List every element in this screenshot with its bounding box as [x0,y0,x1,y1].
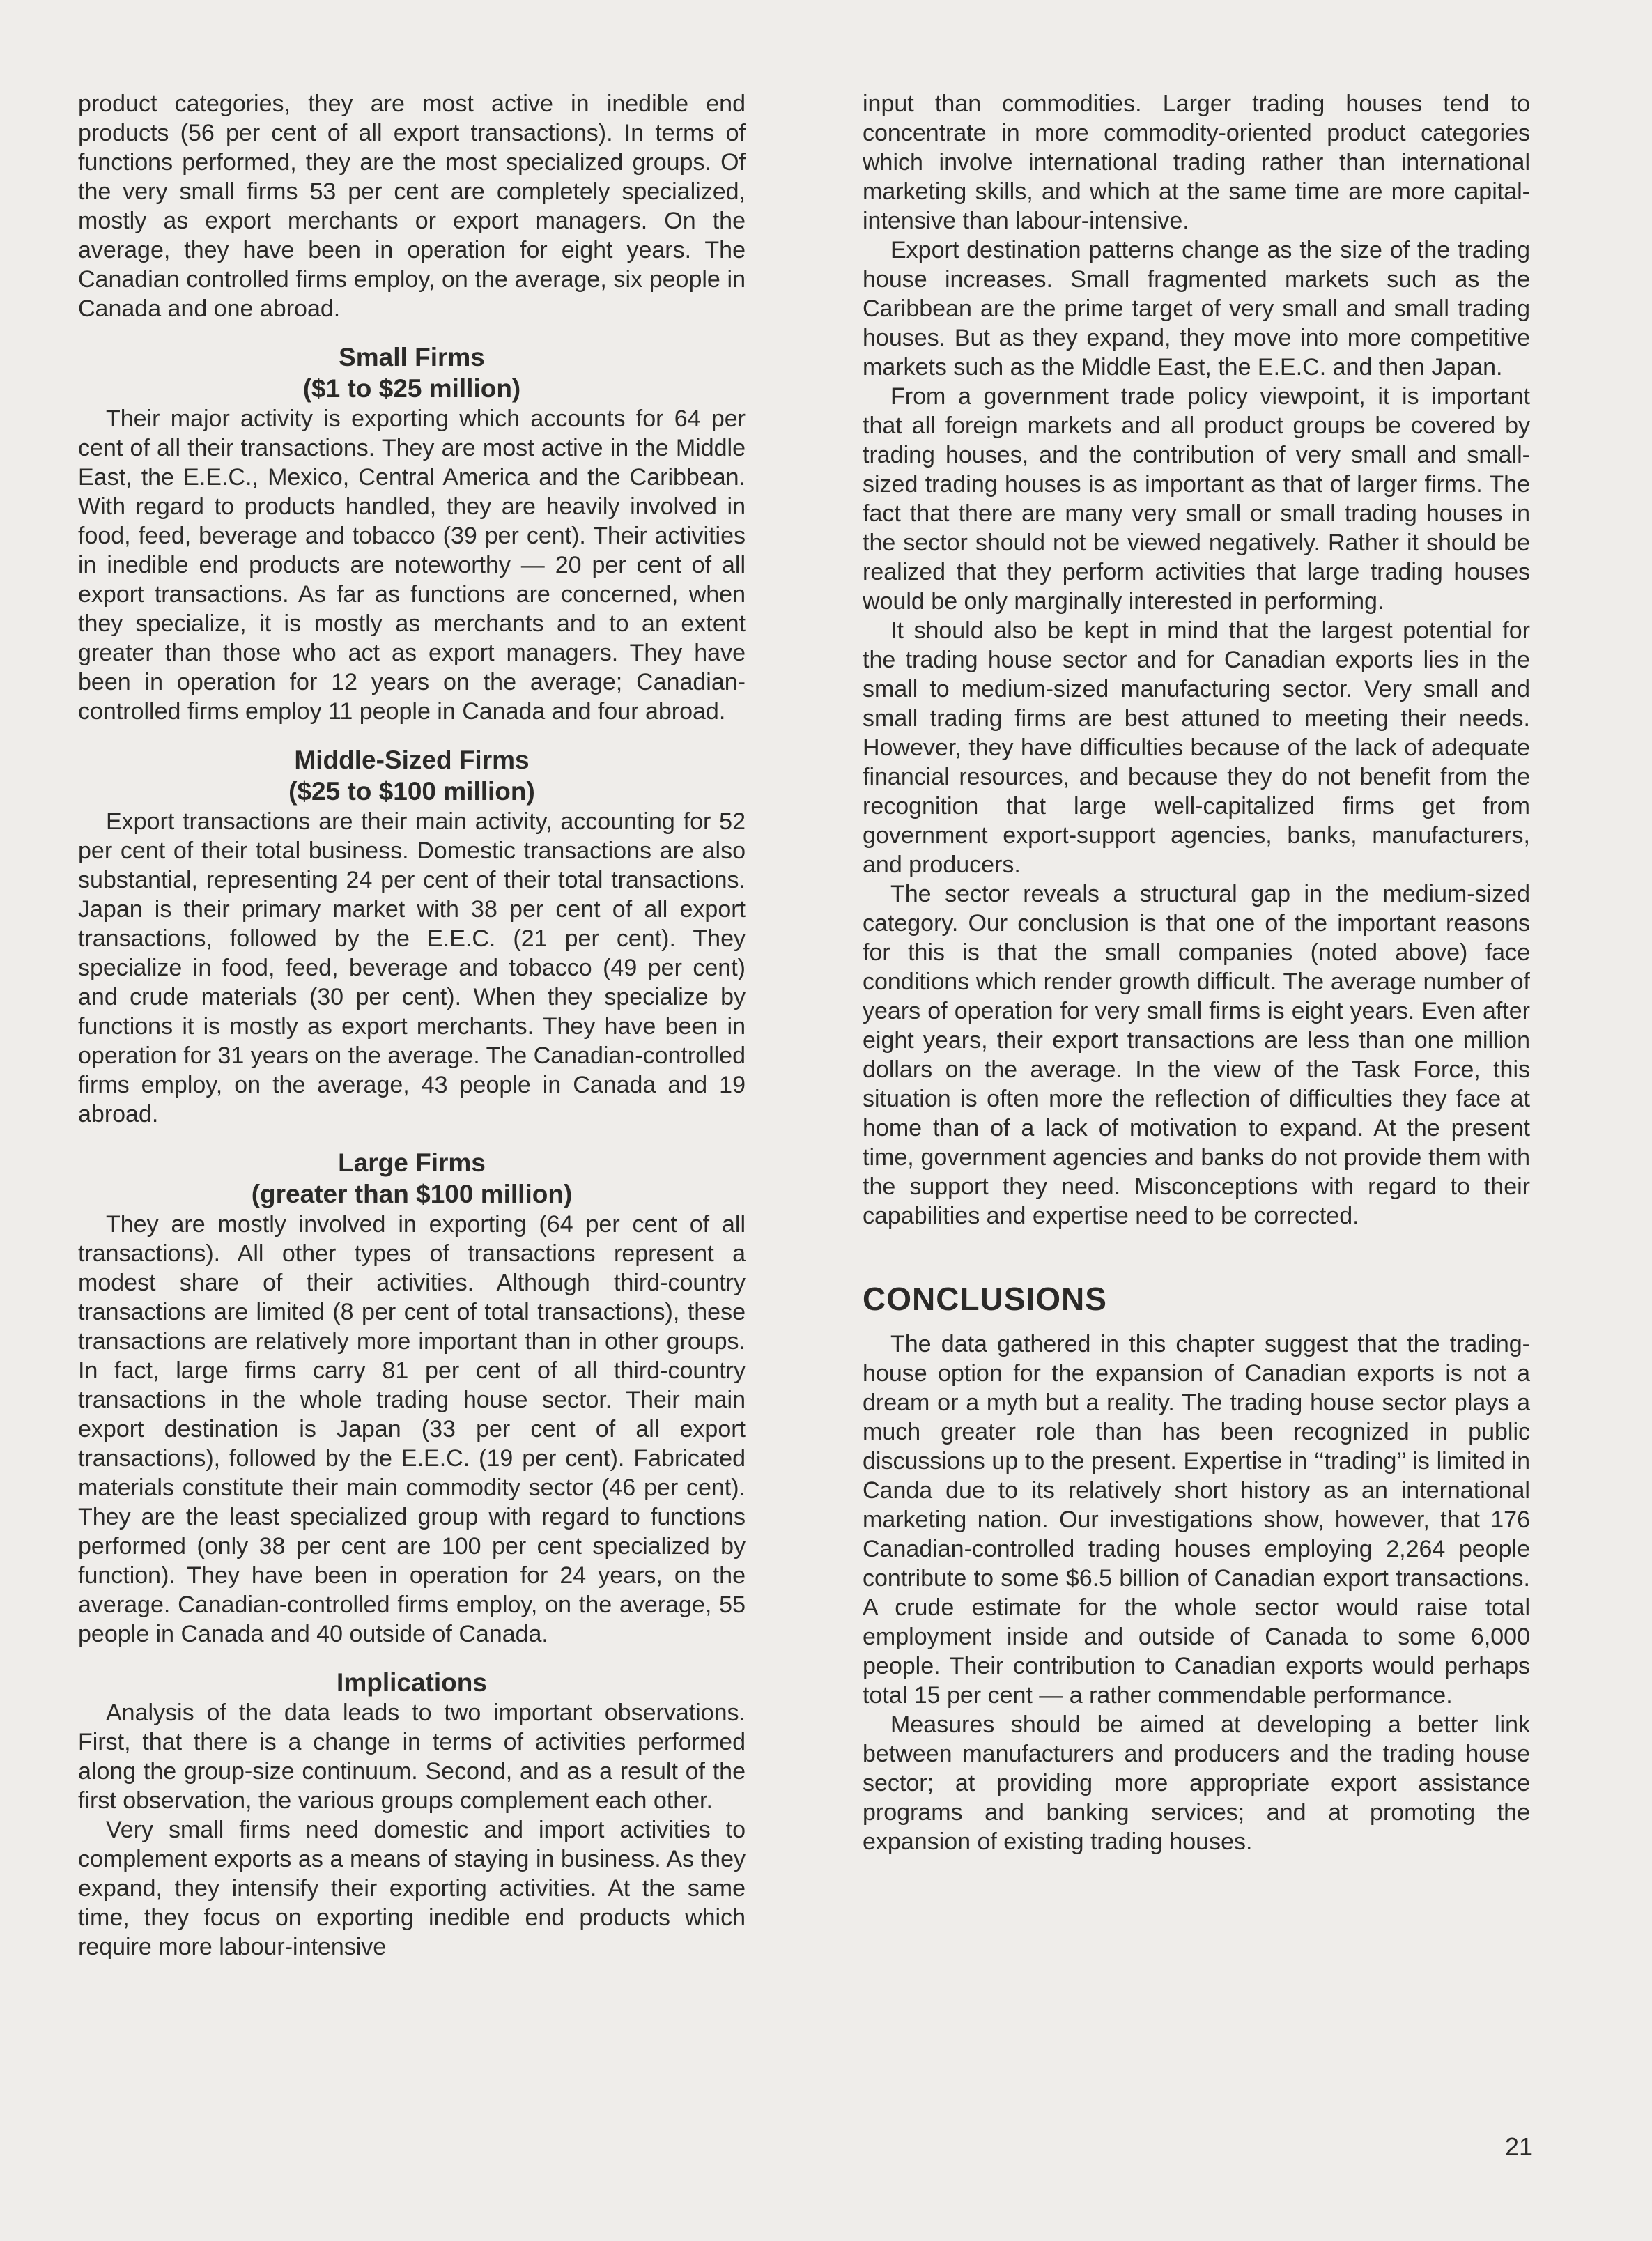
small-firms-paragraph: Their major activity is exporting which accounts for 64 per cent of all their transactions. They are most active in the Middle East, the E.E.C., Mexico, Central America and the Caribbean. With regard to products handled, they are heavily involved in food, feed, beverage and tobacco (39 per cent). Their activities in inedible end products are noteworthy — 20 per cent of all export transactions. As far as functions are concerned, when they specialize, it is mostly as merchants and to an extent greater than those who act as export managers. They have been in operation for 12 years on the average; Canadian-controlled firms employ 11 people in Canada and four abroad. [78,406,746,725]
large-firms-subheading: (greater than $100 million) [251,1180,573,1208]
large-firms-paragraph: They are mostly involved in exporting (64 per cent of all transactions). All other types of transactions represent a modest share of their activities. Although third-country transactions are limited (8 per cent of total transactions), these transactions are relatively more important than in other groups. In fact, large firms carry 81 per cent of all third-country transactions in the whole trading house sector. Their main export destination is Japan (33 per cent of all export transactions), followed by the E.E.C. (19 per cent). Fabricated materials constitute their main commodity sector (46 per cent). They are the least specialized group with regard to functions performed (only 38 per cent are 100 per cent specialized by function). They have been in operation for 24 years, on the average. Canadian-controlled firms employ, on the average, 55 people in Canada and 40 outside of Canada. [78,1211,746,1647]
middle-firms-heading: Middle-Sized Firms [294,746,530,774]
right-column [863,89,1530,1856]
right-paragraph-1: input than commodities. Larger trading houses tend to concentrate in more commodity-oriented product categories which involve international trading rather than international marketing skills, and which at the same time are more capital-intensive than labour-intensive. [863,91,1530,234]
right-paragraph-2: Export destination patterns change as the size of the trading house increases. Small fragmented markets such as the Caribbean are the prime target of very small and small trading houses. But as they expand, they move into more competitive markets such as the Middle East, the E.E.C. and then Japan. [863,237,1530,380]
middle-firms-paragraph: Export transactions are their main activity, accounting for 52 per cent of their total business. Domestic transactions are also substantial, representing 24 per cent of their total transactions. Japan is their primary market with 38 per cent of all export transactions, followed by the E.E.C. (21 per cent). They specialize in food, feed, beverage and tobacco (49 per cent) and crude materials (30 per cent). When they specialize by functions it is mostly as export merchants. They have been in operation for 31 years on the average. The Canadian-controlled firms employ, on the average, 43 people in Canada and 19 abroad. [78,808,746,1127]
conclusions-paragraph-1: The data gathered in this chapter suggest that the trading-house option for the expansion of Canadian exports is not a dream or a myth but a reality. The trading house sector plays a much greater role than has been recognized in public discussions up to the present. Expertise in ‘‘trading’’ is limited in Canda due to its relatively short history as an international marketing nation. Our investigations show, however, that 176 Canadian-controlled trading houses employing 2,264 people contribute to some $6.5 billion of Canadian export transactions. A crude estimate for the whole sector would raise total employment inside and outside of Canada to some 6,000 people. Their contribution to Canadian exports would perhaps total 15 per cent — a rather commendable performance. [863,1331,1530,1709]
conclusions-heading: CONCLUSIONS [863,1281,1107,1317]
small-firms-subheading: ($1 to $25 million) [302,374,521,403]
page-number: 21 [1505,2132,1534,2161]
right-paragraph-3: From a government trade policy viewpoint, it is important that all foreign markets and all product groups be covered by trading houses, and the contribution of very small and small-sized trading houses is as important as that of larger firms. The fact that there are many very small or small trading houses in the sector should not be viewed negatively. Rather it should be realized that they perform activities that large trading houses would be only marginally interested in performing. [863,383,1530,615]
right-paragraph-4: It should also be kept in mind that the largest potential for the trading house sector and for Canadian exports lies in the small to medium-sized manufacturing sector. Very small and small trading firms are best attuned to meeting their needs. However, they have difficulties because of the lack of adequate financial resources, and because they do not benefit from the recognition that large well-capitalized firms get from government export-support agencies, banks, manufacturers, and producers. [863,617,1530,878]
right-paragraph-5: The sector reveals a structural gap in the medium-sized category. Our conclusion is that one of the important reasons for this is that the small companies (noted above) face conditions which render growth difficult. The average number of years of operation for very small firms is eight years. Even after eight years, their export transactions are less than one million dollars on the average. In the view of the Task Force, this situation is often more the reflection of difficulties they face at home than of a lack of motivation to expand. At the present time, government agencies and banks do not provide them with the support they need. Misconceptions with regard to their capabilities and expertise need to be corrected. [863,881,1530,1229]
implications-paragraph-2: Very small firms need domestic and import activities to complement exports as a means of staying in business. As they expand, they intensify their exporting activities. At the same time, they focus on exporting inedible end products which require more labour-intensive [78,1817,746,1960]
large-firms-heading: Large Firms [338,1148,486,1177]
implications-paragraph-1: Analysis of the data leads to two important observations. First, that there is a change in terms of activities performed along the group-size continuum. Second, and as a result of the first observation, the various groups complement each other. [78,1700,746,1814]
intro-paragraph: product categories, they are most active in inedible end products (56 per cent of all export transactions). In terms of functions performed, they are the most specialized groups. Of the very small firms 53 per cent are completely specialized, mostly as export merchants or export managers. On the average, they have been in operation for eight years. The Canadian controlled firms employ, on the average, six people in Canada and one abroad. [78,91,746,322]
small-firms-heading: Small Firms [339,343,485,371]
left-column [78,89,746,1962]
middle-firms-subheading: ($25 to $100 million) [288,777,535,806]
implications-heading: Implications [337,1668,487,1697]
conclusions-paragraph-2: Measures should be aimed at developing a better link between manufacturers and producers and the trading house sector; at providing more appropriate export assistance programs and banking services; and at promoting the expansion of existing trading houses. [863,1711,1530,1855]
